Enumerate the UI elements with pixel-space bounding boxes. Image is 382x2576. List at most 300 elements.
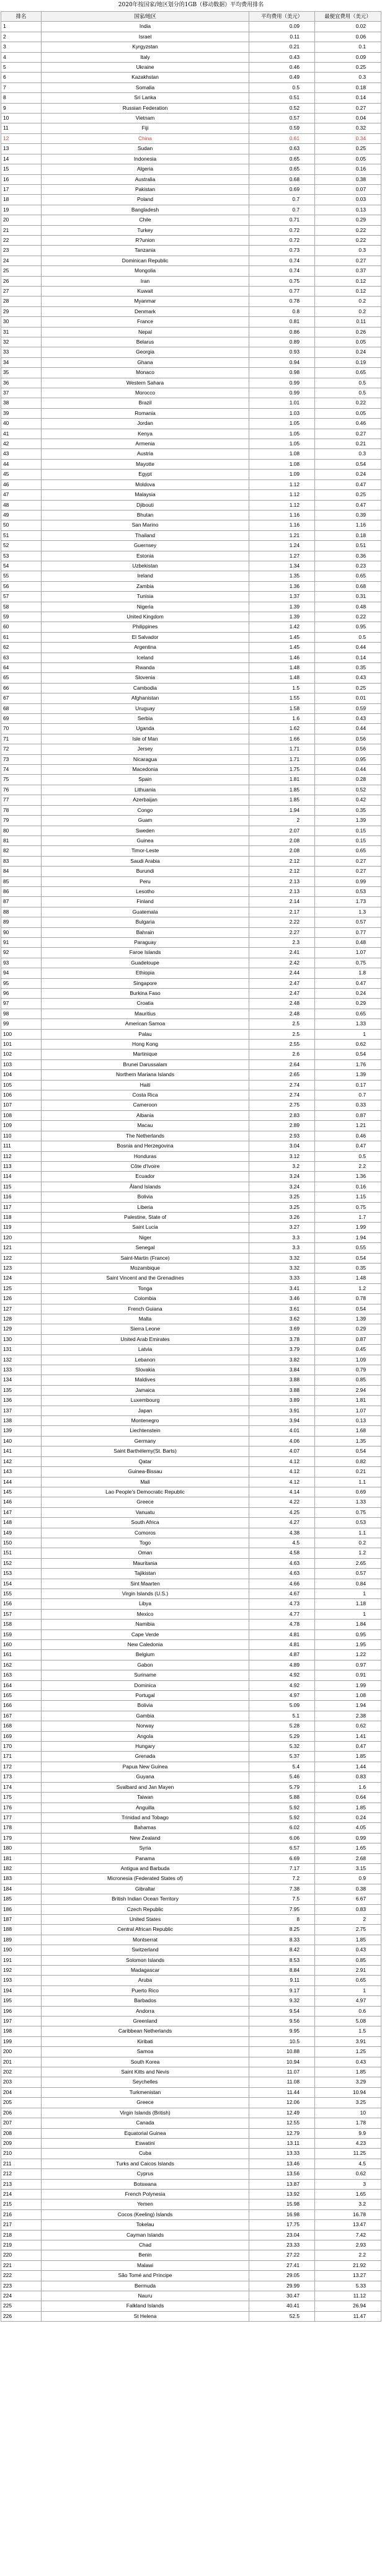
country-cell: Lao People's Democratic Republic [42, 1487, 249, 1497]
average-cost-cell: 2 [249, 816, 315, 826]
table-row [1, 1629, 381, 1639]
cheapest-cost-cell: 3 [315, 2179, 381, 2189]
cheapest-cost-cell: 4.5 [315, 2159, 381, 2168]
country-cell: Guadeloupe [42, 958, 249, 968]
country-cell: Greece [42, 2098, 249, 2108]
rank-cell: 2 [1, 32, 42, 42]
table-row [1, 42, 381, 52]
table-row [1, 1925, 381, 1935]
cheapest-cost-cell: 0.57 [315, 917, 381, 927]
country-cell: Greece [42, 1497, 249, 1507]
rank-cell: 120 [1, 1232, 42, 1242]
table-row [1, 52, 381, 62]
header-rank: 排名 [1, 12, 42, 22]
rank-cell: 146 [1, 1497, 42, 1507]
average-cost-cell: 7.38 [249, 1884, 315, 1894]
cheapest-cost-cell: 0.65 [315, 846, 381, 856]
cheapest-cost-cell: 0.65 [315, 571, 381, 581]
country-cell: Vanuatu [42, 1507, 249, 1517]
cheapest-cost-cell: 1.36 [315, 1172, 381, 1182]
cheapest-cost-cell: 0.35 [315, 805, 381, 815]
rank-cell: 214 [1, 2189, 42, 2199]
cheapest-cost-cell: 0.85 [315, 1375, 381, 1385]
average-cost-cell: 5.88 [249, 1793, 315, 1803]
table-row [1, 1100, 381, 1110]
average-cost-cell: 1.21 [249, 530, 315, 540]
average-cost-cell: 1.16 [249, 520, 315, 530]
rank-cell: 23 [1, 246, 42, 256]
average-cost-cell: 5.46 [249, 1772, 315, 1782]
rank-cell: 53 [1, 551, 42, 561]
table-row [1, 32, 381, 42]
country-cell: Micronesia (Federated States of) [42, 1874, 249, 1884]
cheapest-cost-cell: 0.54 [315, 459, 381, 469]
cheapest-cost-cell: 0.56 [315, 744, 381, 754]
cheapest-cost-cell: 0.83 [315, 1772, 381, 1782]
table-row [1, 82, 381, 92]
country-cell: United Arab Emirates [42, 1334, 249, 1344]
rank-cell: 133 [1, 1365, 42, 1375]
average-cost-cell: 1.05 [249, 439, 315, 449]
cheapest-cost-cell: 0.47 [315, 1141, 381, 1151]
average-cost-cell: 0.72 [249, 235, 315, 245]
rank-cell: 206 [1, 2108, 42, 2118]
average-cost-cell: 0.49 [249, 73, 315, 82]
cheapest-cost-cell: 0.24 [315, 989, 381, 999]
country-cell: Cocos (Keeling) Islands [42, 2209, 249, 2219]
rank-cell: 168 [1, 1721, 42, 1731]
rank-cell: 26 [1, 276, 42, 286]
cheapest-cost-cell: 0.99 [315, 1833, 381, 1843]
cheapest-cost-cell: 5.33 [315, 2281, 381, 2291]
cheapest-cost-cell: 0.54 [315, 1446, 381, 1456]
table-row [1, 2077, 381, 2087]
cheapest-cost-cell: 6.67 [315, 1894, 381, 1904]
cheapest-cost-cell: 0.65 [315, 1976, 381, 1985]
cheapest-cost-cell: 1.85 [315, 1803, 381, 1812]
table-row [1, 1985, 381, 1995]
rank-cell: 199 [1, 2036, 42, 2046]
rank-cell: 38 [1, 398, 42, 408]
table-row [1, 1548, 381, 1558]
country-cell: Malawi [42, 2260, 249, 2270]
cheapest-cost-cell: 0.91 [315, 1670, 381, 1680]
cheapest-cost-cell: 0.43 [315, 2057, 381, 2067]
table-row [1, 2271, 381, 2281]
cheapest-cost-cell: 0.75 [315, 1202, 381, 1212]
cheapest-cost-cell: 4.23 [315, 2138, 381, 2148]
country-cell: American Samoa [42, 1019, 249, 1029]
country-cell: Gabon [42, 1660, 249, 1670]
average-cost-cell: 2.75 [249, 1100, 315, 1110]
average-cost-cell: 1.71 [249, 754, 315, 764]
average-cost-cell: 1.81 [249, 775, 315, 785]
table-row [1, 1050, 381, 1059]
rank-cell: 72 [1, 744, 42, 754]
cheapest-cost-cell: 0.53 [315, 1518, 381, 1528]
cheapest-cost-cell: 1 [315, 1589, 381, 1598]
average-cost-cell: 0.63 [249, 144, 315, 154]
cheapest-cost-cell: 1.35 [315, 1436, 381, 1446]
cheapest-cost-cell: 0.48 [315, 602, 381, 612]
table-row [1, 1396, 381, 1406]
table-row [1, 937, 381, 947]
country-cell: Liechtenstein [42, 1426, 249, 1436]
rank-cell: 216 [1, 2209, 42, 2219]
cheapest-cost-cell: 0.27 [315, 867, 381, 876]
cheapest-cost-cell: 0.17 [315, 1080, 381, 1090]
rank-cell: 98 [1, 1009, 42, 1018]
cheapest-cost-cell: 0.7 [315, 1090, 381, 1100]
rank-cell: 22 [1, 235, 42, 245]
table-row [1, 561, 381, 571]
average-cost-cell: 4.89 [249, 1660, 315, 1670]
average-cost-cell: 12.06 [249, 2098, 315, 2108]
rank-cell: 59 [1, 612, 42, 622]
table-row [1, 2057, 381, 2067]
cheapest-cost-cell: 10.94 [315, 2087, 381, 2097]
country-cell: South Africa [42, 1518, 249, 1528]
table-row [1, 408, 381, 418]
cheapest-cost-cell: 0.42 [315, 795, 381, 805]
country-cell: Belgium [42, 1650, 249, 1660]
country-cell: Somalia [42, 82, 249, 92]
cheapest-cost-cell: 0.37 [315, 266, 381, 276]
cheapest-cost-cell: 0.53 [315, 886, 381, 896]
country-cell: Brazil [42, 398, 249, 408]
cheapest-cost-cell: 0.54 [315, 1253, 381, 1263]
average-cost-cell: 13.33 [249, 2149, 315, 2159]
rank-cell: 158 [1, 1620, 42, 1629]
average-cost-cell: 1.66 [249, 734, 315, 744]
table-row [1, 2199, 381, 2209]
table-row [1, 1253, 381, 1263]
average-cost-cell: 1.55 [249, 693, 315, 703]
table-row [1, 836, 381, 845]
rank-cell: 87 [1, 897, 42, 907]
rank-cell: 29 [1, 306, 42, 316]
average-cost-cell: 1.37 [249, 592, 315, 602]
table-row [1, 897, 381, 907]
average-cost-cell: 2.27 [249, 927, 315, 937]
cheapest-cost-cell: 11.25 [315, 2149, 381, 2159]
cheapest-cost-cell: 0.85 [315, 1955, 381, 1965]
table-row [1, 1691, 381, 1701]
table-row [1, 306, 381, 316]
country-cell: Benin [42, 2250, 249, 2260]
average-cost-cell: 2.14 [249, 897, 315, 907]
rank-cell: 46 [1, 479, 42, 489]
table-row [1, 876, 381, 886]
cheapest-cost-cell: 0.31 [315, 592, 381, 602]
rank-cell: 20 [1, 215, 42, 225]
table-row [1, 1528, 381, 1538]
average-cost-cell: 2.44 [249, 968, 315, 978]
cheapest-cost-cell: 0.15 [315, 836, 381, 845]
rank-cell: 197 [1, 2017, 42, 2026]
rank-cell: 222 [1, 2271, 42, 2281]
table-row [1, 907, 381, 917]
country-cell: Cayman Islands [42, 2230, 249, 2240]
average-cost-cell: 12.79 [249, 2128, 315, 2138]
average-cost-cell: 2.41 [249, 948, 315, 958]
average-cost-cell: 2.6 [249, 1050, 315, 1059]
average-cost-cell: 2.08 [249, 846, 315, 856]
rank-cell: 161 [1, 1650, 42, 1660]
country-cell: Guam [42, 816, 249, 826]
average-cost-cell: 4.12 [249, 1477, 315, 1487]
rank-cell: 63 [1, 653, 42, 662]
average-cost-cell: 4.78 [249, 1620, 315, 1629]
country-cell: Cuba [42, 2149, 249, 2159]
rank-cell: 176 [1, 1803, 42, 1812]
table-row [1, 2118, 381, 2128]
rank-cell: 41 [1, 429, 42, 439]
cheapest-cost-cell: 0.01 [315, 693, 381, 703]
rank-cell: 9 [1, 103, 42, 113]
rank-cell: 196 [1, 2006, 42, 2016]
cheapest-cost-cell: 0.27 [315, 103, 381, 113]
table-row [1, 1996, 381, 2006]
country-cell: Serbia [42, 714, 249, 724]
cheapest-cost-cell: 0.11 [315, 317, 381, 327]
cheapest-cost-cell: 0.75 [315, 958, 381, 968]
table-row [1, 1711, 381, 1721]
country-cell: Grenada [42, 1752, 249, 1762]
average-cost-cell: 4.38 [249, 1528, 315, 1538]
country-cell: Turks and Caicos Islands [42, 2159, 249, 2168]
table-row [1, 1507, 381, 1517]
cheapest-cost-cell: 0.14 [315, 93, 381, 103]
average-cost-cell: 2.83 [249, 1110, 315, 1120]
cheapest-cost-cell: 0.34 [315, 133, 381, 143]
rank-cell: 194 [1, 1985, 42, 1995]
table-row [1, 1843, 381, 1853]
average-cost-cell: 1.42 [249, 622, 315, 632]
country-cell: Aruba [42, 1976, 249, 1985]
rank-cell: 200 [1, 2047, 42, 2057]
cheapest-cost-cell: 0.95 [315, 754, 381, 764]
rank-cell: 110 [1, 1131, 42, 1141]
country-cell: Iran [42, 276, 249, 286]
cheapest-cost-cell: 0.68 [315, 581, 381, 591]
cheapest-cost-cell: 0.22 [315, 235, 381, 245]
country-cell: Finland [42, 897, 249, 907]
average-cost-cell: 0.77 [249, 286, 315, 296]
country-cell: Niger [42, 1232, 249, 1242]
country-cell: Martinique [42, 1050, 249, 1059]
average-cost-cell: 0.94 [249, 357, 315, 367]
cheapest-cost-cell: 16.78 [315, 2209, 381, 2219]
country-cell: Armenia [42, 439, 249, 449]
country-cell: Tokelau [42, 2220, 249, 2230]
table-row [1, 989, 381, 999]
country-cell: Lebanon [42, 1355, 249, 1365]
country-cell: Equatorial Guinea [42, 2128, 249, 2138]
cheapest-cost-cell: 0.79 [315, 1365, 381, 1375]
country-cell: Åland Islands [42, 1182, 249, 1192]
table-row [1, 479, 381, 489]
rank-cell: 208 [1, 2128, 42, 2138]
rank-cell: 99 [1, 1019, 42, 1029]
rank-cell: 138 [1, 1416, 42, 1426]
table-row [1, 581, 381, 591]
cheapest-cost-cell: 1.7 [315, 1212, 381, 1222]
table-row [1, 2260, 381, 2270]
average-cost-cell: 30.47 [249, 2291, 315, 2301]
average-cost-cell: 2.48 [249, 1009, 315, 1018]
average-cost-cell: 1.5 [249, 683, 315, 693]
rank-cell: 219 [1, 2240, 42, 2250]
rank-cell: 71 [1, 734, 42, 744]
table-row [1, 1742, 381, 1752]
country-cell: Czech Republic [42, 1904, 249, 1914]
average-cost-cell: 1.12 [249, 479, 315, 489]
cheapest-cost-cell: 2.93 [315, 2240, 381, 2250]
average-cost-cell: 1.58 [249, 703, 315, 713]
cheapest-cost-cell: 0.13 [315, 1416, 381, 1426]
country-cell: Guatemala [42, 907, 249, 917]
country-cell: Nigeria [42, 602, 249, 612]
average-cost-cell: 0.78 [249, 296, 315, 306]
cheapest-cost-cell: 0.97 [315, 1660, 381, 1670]
country-cell: Comoros [42, 1528, 249, 1538]
average-cost-cell: 0.69 [249, 184, 315, 194]
average-cost-cell: 3.69 [249, 1324, 315, 1334]
table-row [1, 968, 381, 978]
rank-cell: 226 [1, 2311, 42, 2321]
cheapest-cost-cell: 0.22 [315, 225, 381, 235]
table-row [1, 103, 381, 113]
country-cell: France [42, 317, 249, 327]
country-cell: Georgia [42, 347, 249, 357]
table-row [1, 276, 381, 286]
table-row [1, 93, 381, 103]
country-cell: Romania [42, 408, 249, 418]
table-row [1, 1324, 381, 1334]
rank-cell: 125 [1, 1283, 42, 1293]
rank-cell: 187 [1, 1914, 42, 1924]
table-row [1, 530, 381, 540]
table-row [1, 1477, 381, 1487]
cheapest-cost-cell: 9.9 [315, 2128, 381, 2138]
rank-cell: 212 [1, 2169, 42, 2179]
average-cost-cell: 23.04 [249, 2230, 315, 2240]
cheapest-cost-cell: 0.09 [315, 52, 381, 62]
rank-cell: 81 [1, 836, 42, 845]
cheapest-cost-cell: 0.27 [315, 256, 381, 265]
cheapest-cost-cell: 2.2 [315, 2250, 381, 2260]
country-cell: Kuwait [42, 286, 249, 296]
table-row [1, 948, 381, 958]
table-row [1, 927, 381, 937]
table-row [1, 1090, 381, 1100]
cheapest-cost-cell: 0.99 [315, 876, 381, 886]
country-cell: British Indian Ocean Territory [42, 1894, 249, 1904]
table-row [1, 1812, 381, 1822]
table-row [1, 765, 381, 775]
rank-cell: 55 [1, 571, 42, 581]
average-cost-cell: 4.22 [249, 1497, 315, 1507]
country-cell: Saudi Arabia [42, 856, 249, 866]
table-row [1, 958, 381, 968]
average-cost-cell: 13.92 [249, 2189, 315, 2199]
rank-cell: 186 [1, 1904, 42, 1914]
cheapest-cost-cell: 0.2 [315, 1538, 381, 1548]
rank-cell: 97 [1, 999, 42, 1009]
country-cell: Andorra [42, 2006, 249, 2016]
cheapest-cost-cell: 1.41 [315, 1731, 381, 1741]
cheapest-cost-cell: 1.39 [315, 816, 381, 826]
table-row [1, 1314, 381, 1324]
average-cost-cell: 29.05 [249, 2271, 315, 2281]
rank-cell: 12 [1, 133, 42, 143]
table-row [1, 775, 381, 785]
average-cost-cell: 8.42 [249, 1945, 315, 1955]
country-cell: Eswatini [42, 2138, 249, 2148]
average-cost-cell: 4.66 [249, 1579, 315, 1589]
average-cost-cell: 2.17 [249, 907, 315, 917]
table-row [1, 1497, 381, 1507]
country-cell: Algeria [42, 164, 249, 174]
rank-cell: 14 [1, 154, 42, 164]
country-cell: Albania [42, 1110, 249, 1120]
average-cost-cell: 1.48 [249, 673, 315, 683]
cheapest-cost-cell: 0.19 [315, 357, 381, 367]
cheapest-cost-cell: 0.48 [315, 937, 381, 947]
cheapest-cost-cell: 1.48 [315, 1273, 381, 1283]
average-cost-cell: 4.67 [249, 1589, 315, 1598]
rank-cell: 93 [1, 958, 42, 968]
table-row [1, 2017, 381, 2026]
country-cell: Mauritania [42, 1558, 249, 1568]
average-cost-cell: 11.08 [249, 2077, 315, 2087]
country-cell: Sudan [42, 144, 249, 154]
average-cost-cell: 3.94 [249, 1416, 315, 1426]
rank-cell: 102 [1, 1050, 42, 1059]
cheapest-cost-cell: 1.8 [315, 968, 381, 978]
table-row [1, 1803, 381, 1812]
average-cost-cell: 3.25 [249, 1192, 315, 1202]
table-row [1, 1192, 381, 1202]
rank-cell: 79 [1, 816, 42, 826]
table-row [1, 2067, 381, 2077]
table-row [1, 2220, 381, 2230]
cheapest-cost-cell: 0.27 [315, 429, 381, 439]
average-cost-cell: 8.25 [249, 1925, 315, 1935]
table-row [1, 1232, 381, 1242]
cheapest-cost-cell: 0.43 [315, 673, 381, 683]
average-cost-cell: 1.08 [249, 459, 315, 469]
country-cell: Australia [42, 174, 249, 184]
country-cell: Italy [42, 52, 249, 62]
cheapest-cost-cell: 0.18 [315, 530, 381, 540]
cheapest-cost-cell: 0.54 [315, 1304, 381, 1314]
rank-cell: 109 [1, 1121, 42, 1131]
rank-cell: 150 [1, 1538, 42, 1548]
average-cost-cell: 2.48 [249, 999, 315, 1009]
country-cell: Mongolia [42, 266, 249, 276]
rank-cell: 201 [1, 2057, 42, 2067]
cheapest-cost-cell: 0.3 [315, 246, 381, 256]
average-cost-cell: 2.74 [249, 1080, 315, 1090]
table-row [1, 174, 381, 184]
average-cost-cell: 4.01 [249, 1426, 315, 1436]
average-cost-cell: 12.55 [249, 2118, 315, 2128]
average-cost-cell: 13.46 [249, 2159, 315, 2168]
table-row [1, 2087, 381, 2097]
country-cell: Singapore [42, 978, 249, 988]
